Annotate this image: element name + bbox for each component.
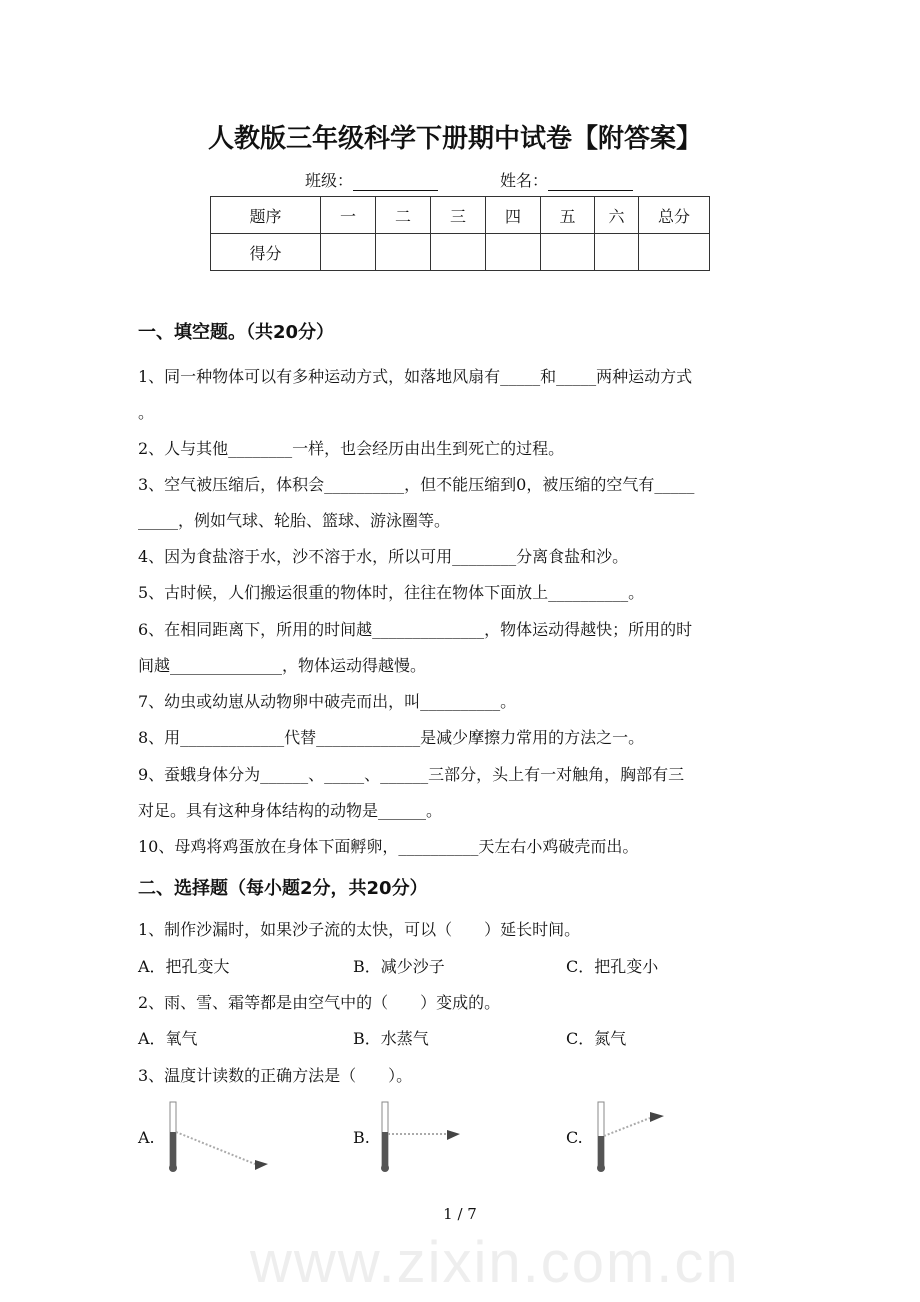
option-c: C. <box>566 1128 583 1147</box>
table-cell: 三 <box>431 197 486 234</box>
name-field <box>500 168 633 191</box>
table-cell: 得分 <box>211 234 321 271</box>
name-blank <box>548 174 633 191</box>
table-cell <box>321 234 376 271</box>
option-c: C．把孔变小 <box>566 957 659 976</box>
section-1-heading: 一、填空题。（共20分） <box>138 322 335 343</box>
table-cell: 题序 <box>211 197 321 234</box>
name-label: 姓名： <box>500 171 549 190</box>
question-line: 6、在相同距离下，所用的时间越______________，物体运动得越快；所用的时 <box>138 620 693 639</box>
table-cell: 四 <box>486 197 541 234</box>
table-cell: 总分 <box>639 197 710 234</box>
table-cell: 六 <box>595 197 639 234</box>
table-cell <box>431 234 486 271</box>
table-cell: 一 <box>321 197 376 234</box>
watermark: www.zixin.com.cn <box>250 1230 740 1295</box>
table-cell <box>639 234 710 271</box>
table-cell <box>376 234 431 271</box>
question-line: 5、古时候，人们搬运很重的物体时，往往在物体下面放上__________。 <box>138 583 645 602</box>
question-line: 9、蚕蛾身体分为______、_____、______三部分，头上有一对触角，胸部有三 <box>138 765 685 784</box>
question-line: 7、幼虫或幼崽从动物卵中破壳而出，叫__________。 <box>138 692 517 711</box>
option-a: A. <box>138 1128 155 1147</box>
option-b: B．水蒸气 <box>353 1029 429 1048</box>
eye-icon <box>255 1160 268 1170</box>
class-label: 班级： <box>305 171 354 190</box>
score-table <box>210 196 710 271</box>
class-blank <box>353 174 438 191</box>
question-line: 间越______________，物体运动得越慢。 <box>138 656 427 675</box>
question-stem: 2、雨、雪、霜等都是由空气中的（ ）变成的。 <box>138 993 501 1012</box>
option-c: C．氮气 <box>566 1029 627 1048</box>
option-a: A．氧气 <box>138 1029 198 1048</box>
class-field <box>305 168 438 191</box>
question-line: 对足。具有这种身体结构的动物是______。 <box>138 801 443 820</box>
table-cell: 五 <box>541 197 595 234</box>
thermometer-eye-below-figure <box>160 1098 280 1178</box>
question-line: 4、因为食盐溶于水，沙不溶于水，所以可用________分离食盐和沙。 <box>138 547 629 566</box>
question-line: 8、用_____________代替_____________是减少摩擦力常用的方法之一。 <box>138 728 645 747</box>
table-cell <box>486 234 541 271</box>
question-line: 3、空气被压缩后，体积会__________，但不能压缩到0，被压缩的空气有_____ <box>138 475 695 494</box>
option-b: B. <box>353 1128 370 1147</box>
table-row <box>211 234 710 271</box>
thermometer-eye-level-figure <box>372 1098 492 1178</box>
question-line: 2、人与其他________一样，也会经历由出生到死亡的过程。 <box>138 439 565 458</box>
question-line: 。 <box>138 403 155 422</box>
question-stem: 1、制作沙漏时，如果沙子流的太快，可以（ ）延长时间。 <box>138 920 581 939</box>
table-cell: 二 <box>376 197 431 234</box>
section-2-heading: 二、选择题（每小题2分，共20分） <box>138 878 428 899</box>
question-stem: 3、温度计读数的正确方法是（ ）。 <box>138 1066 413 1085</box>
page-number: 1 / 7 <box>443 1205 477 1223</box>
option-a: A．把孔变大 <box>138 957 230 976</box>
eye-icon <box>650 1112 664 1122</box>
question-line: _____，例如气球、轮胎、篮球、游泳圈等。 <box>138 511 451 530</box>
eye-icon <box>447 1130 460 1140</box>
table-header-row <box>211 197 710 234</box>
question-line: 10、母鸡将鸡蛋放在身体下面孵卵，__________天左右小鸡破壳而出。 <box>138 837 639 856</box>
option-b: B．减少沙子 <box>353 957 445 976</box>
thermometer-eye-above-figure <box>588 1098 708 1178</box>
question-line: 1、同一种物体可以有多种运动方式，如落地风扇有_____和_____两种运动方式 <box>138 367 693 386</box>
table-cell <box>541 234 595 271</box>
page-title: 人教版三年级科学下册期中试卷【附答案】 <box>207 124 702 154</box>
table-cell <box>595 234 639 271</box>
